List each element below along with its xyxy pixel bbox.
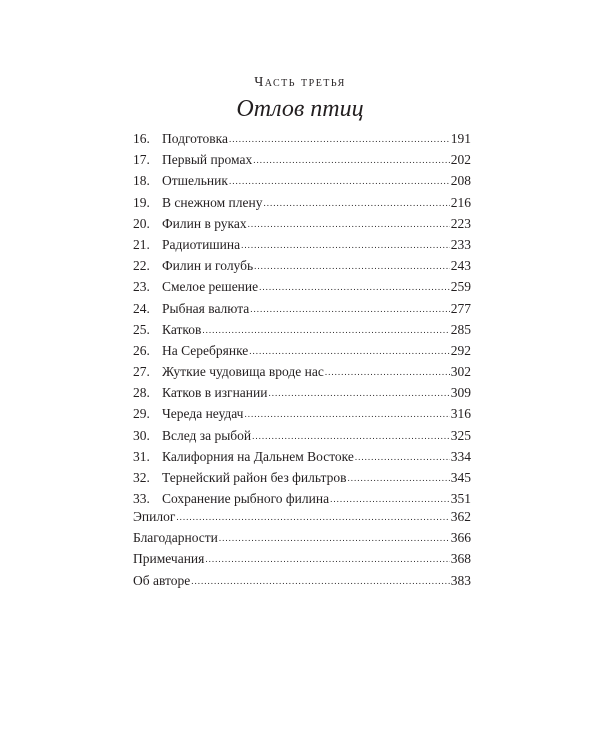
chapter-number: 21.: [133, 236, 150, 252]
toc-entry: [133, 403, 471, 424]
dot-leader: [229, 171, 450, 192]
chapter-title: Рыбная валюта: [162, 300, 250, 316]
chapter-title: Первый промах: [162, 152, 253, 168]
page-number: 277: [450, 300, 471, 316]
page-number: 223: [450, 215, 471, 231]
chapter-number: 23.: [133, 279, 150, 295]
page-number: 366: [450, 530, 471, 546]
dot-leader: [219, 528, 450, 549]
page-number: 202: [450, 152, 471, 168]
page-number: 345: [450, 470, 471, 485]
page-number: 309: [450, 385, 471, 401]
page-number: 216: [450, 194, 471, 210]
toc-entry: [133, 149, 471, 170]
part-header: [0, 74, 600, 124]
chapter-title: Радиотишина: [162, 236, 241, 252]
toc-entry: [133, 361, 471, 382]
page-number: 368: [450, 551, 471, 567]
dot-leader: [191, 571, 450, 592]
dot-leader: [248, 214, 450, 235]
toc-entry: [133, 255, 471, 276]
chapter-title: Вслед за рыбой: [162, 427, 252, 443]
dot-leader: [176, 507, 449, 528]
chapter-number: 22.: [133, 258, 150, 274]
chapter-number: 27.: [133, 364, 150, 380]
page-number: 383: [450, 572, 471, 588]
dot-leader: [347, 468, 449, 489]
toc-entry: [133, 276, 471, 297]
chapter-title: Череда неудач: [162, 406, 244, 422]
dot-leader: [229, 129, 450, 150]
dot-leader: [253, 150, 450, 171]
chapter-title: На Серебрянке: [162, 342, 249, 358]
chapter-number: 29.: [133, 406, 150, 422]
dot-leader: [325, 362, 450, 383]
chapter-number: 31.: [133, 448, 150, 464]
toc-entry: [133, 170, 471, 191]
dot-leader: [355, 447, 450, 468]
part-title: Отлов птиц: [236, 96, 364, 122]
chapter-title: Отшельник: [162, 173, 228, 189]
section-title: Благодарности: [133, 530, 218, 546]
table-of-contents-chapters: [133, 128, 471, 509]
section-title: Примечания: [133, 551, 205, 567]
page-number: 362: [450, 509, 471, 524]
page-number: 325: [450, 427, 471, 443]
page-number: 259: [450, 279, 471, 295]
page-number: 208: [450, 173, 471, 189]
chapter-number: 20.: [133, 215, 150, 231]
dot-leader: [268, 383, 449, 404]
page-number: 233: [450, 236, 471, 252]
toc-entry: [133, 382, 471, 403]
chapter-number: 25.: [133, 321, 150, 337]
toc-entry: [133, 506, 471, 527]
page-number: 351: [450, 491, 471, 507]
page-number: 292: [450, 342, 471, 358]
dot-leader: [205, 549, 449, 570]
dot-leader: [263, 193, 449, 214]
chapter-title: В снежном плену: [162, 194, 263, 210]
section-title: Эпилог: [133, 509, 176, 524]
dot-leader: [259, 277, 450, 298]
toc-entry: [133, 128, 471, 149]
page-number: 302: [450, 364, 471, 380]
toc-entry: [133, 548, 471, 569]
toc-entry: [133, 446, 471, 467]
toc-entry: [133, 340, 471, 361]
chapter-number: 26.: [133, 342, 150, 358]
chapter-number: 24.: [133, 300, 150, 316]
part-label: Часть третья: [254, 75, 346, 90]
chapter-number: 16.: [133, 131, 150, 146]
dot-leader: [241, 235, 450, 256]
dot-leader: [249, 341, 449, 362]
chapter-title: Сохранение рыбного филина: [162, 491, 330, 507]
chapter-title: Смелое решение: [162, 279, 259, 295]
chapter-title: Катков в изгнании: [162, 385, 268, 401]
chapter-title: Калифорния на Дальнем Востоке: [162, 448, 354, 464]
toc-entry: [133, 527, 471, 548]
table-of-contents-back-matter: [133, 506, 471, 591]
toc-entry: [133, 319, 471, 340]
page-number: 316: [450, 406, 471, 422]
toc-entry: [133, 425, 471, 446]
chapter-number: 18.: [133, 173, 150, 189]
dot-leader: [244, 404, 449, 425]
toc-entry: [133, 234, 471, 255]
chapter-title: Катков: [162, 321, 202, 337]
chapter-title: Тернейский район без фильтров: [162, 470, 347, 485]
page-number: 191: [450, 131, 471, 146]
toc-entry: [133, 467, 471, 488]
chapter-number: 32.: [133, 470, 150, 485]
chapter-number: 19.: [133, 194, 150, 210]
page-number: 285: [450, 321, 471, 337]
chapter-title: Жуткие чудовища вроде нас: [162, 364, 324, 380]
toc-entry: [133, 213, 471, 234]
toc-entry: [133, 298, 471, 319]
dot-leader: [254, 256, 450, 277]
section-title: Об авторе: [133, 572, 191, 588]
chapter-title: Филин в руках: [162, 215, 247, 231]
page-number: 334: [450, 448, 471, 464]
chapter-number: 33.: [133, 491, 150, 507]
chapter-number: 28.: [133, 385, 150, 401]
chapter-title: Филин и голубь: [162, 258, 254, 274]
dot-leader: [202, 320, 449, 341]
page-number: 243: [450, 258, 471, 274]
dot-leader: [250, 299, 449, 320]
toc-entry: [133, 570, 471, 591]
toc-entry: [133, 192, 471, 213]
chapter-title: Подготовка: [162, 131, 228, 146]
chapter-number: 17.: [133, 152, 150, 168]
dot-leader: [252, 426, 450, 447]
chapter-number: 30.: [133, 427, 150, 443]
